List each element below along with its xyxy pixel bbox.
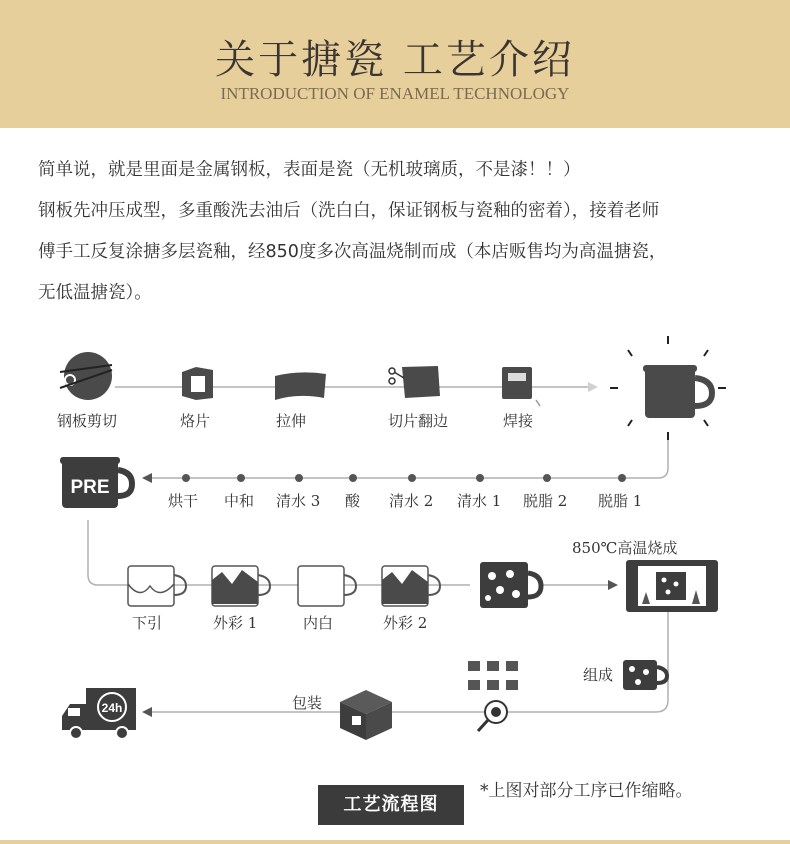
step-label: 钢板剪切 (57, 412, 118, 430)
intro-line: 简单说，就是里面是金属钢板，表面是瓷（无机玻璃质，不是漆！！） (38, 160, 581, 180)
outer-color-1-mug-icon (212, 566, 270, 606)
delivery-truck-icon (62, 688, 136, 739)
footnote: *上图对部分工序已作缩略。 (480, 781, 693, 801)
flower-mug-icon (480, 562, 541, 608)
step-label: 外彩 1 (213, 614, 258, 632)
process-chart-badge: 工艺流程图 (318, 785, 464, 825)
step-label: 脱脂 2 (523, 492, 568, 510)
flow-line-row2 (150, 440, 668, 478)
kiln-icon (626, 560, 718, 612)
package-box-icon (340, 690, 392, 740)
step-label: 下引 (132, 614, 163, 632)
stretching-icon (275, 372, 326, 400)
step-label: 脱脂 1 (598, 492, 643, 510)
finished-mug-glow-icon (610, 336, 726, 440)
stamping-icon (182, 367, 213, 400)
step-dot (182, 474, 190, 482)
arrow-left-icon (142, 473, 152, 483)
step-dot (618, 474, 626, 482)
inner-white-mug-icon (298, 566, 356, 606)
bottom-divider (0, 840, 790, 844)
step-label: 外彩 2 (383, 614, 428, 632)
step-label: 内白 (303, 614, 334, 632)
step-dot (237, 474, 245, 482)
packaging-label: 包装 (292, 694, 323, 712)
firing-label: 850℃高温烧成 (572, 539, 678, 557)
pre-label: PRE (70, 477, 110, 498)
delivery-24h-label: 24h (101, 701, 123, 715)
intro-line: 无低温搪瓷）。 (38, 283, 152, 303)
step-label: 拉伸 (276, 412, 307, 430)
step-dot (349, 474, 357, 482)
step-label: 中和 (224, 492, 255, 510)
step-label: 切片翻边 (388, 412, 449, 430)
step-label: 清水 2 (389, 492, 434, 510)
step-dot (408, 474, 416, 482)
step-label: 焊接 (503, 412, 534, 430)
step-dot (295, 474, 303, 482)
trimming-icon (389, 366, 440, 398)
step-label: 清水 1 (457, 492, 502, 510)
arrow-right-icon (608, 580, 618, 590)
assembly-label: 组成 (583, 666, 614, 684)
outer-color-2-mug-icon (382, 566, 440, 606)
intro-line: 傅手工反复涂搪多层瓷釉，经850度多次高温烧制而成（本店贩售均为高温搪瓷， (38, 242, 667, 262)
arrow-right-icon (588, 382, 598, 392)
step-label: 酸 (345, 492, 361, 510)
steel-cutting-icon (60, 352, 112, 400)
page-title: 关于搪瓷 工艺介绍 (215, 37, 575, 83)
dip-coat-mug-icon (128, 566, 186, 606)
assembled-mug-icon (623, 660, 667, 690)
step-label: 烘干 (168, 492, 199, 510)
step-label: 清水 3 (276, 492, 321, 510)
step-dot (476, 474, 484, 482)
intro-line: 钢板先冲压成型，多重酸洗去油后（洗白白，保证钢板与瓷釉的密着），接着老师 (38, 201, 660, 221)
arrow-left-icon (142, 707, 152, 717)
step-label: 烙片 (180, 412, 211, 430)
step-dot (543, 474, 551, 482)
page-subtitle: INTRODUCTION OF ENAMEL TECHNOLOGY (220, 84, 570, 103)
inspection-icon (468, 661, 518, 731)
